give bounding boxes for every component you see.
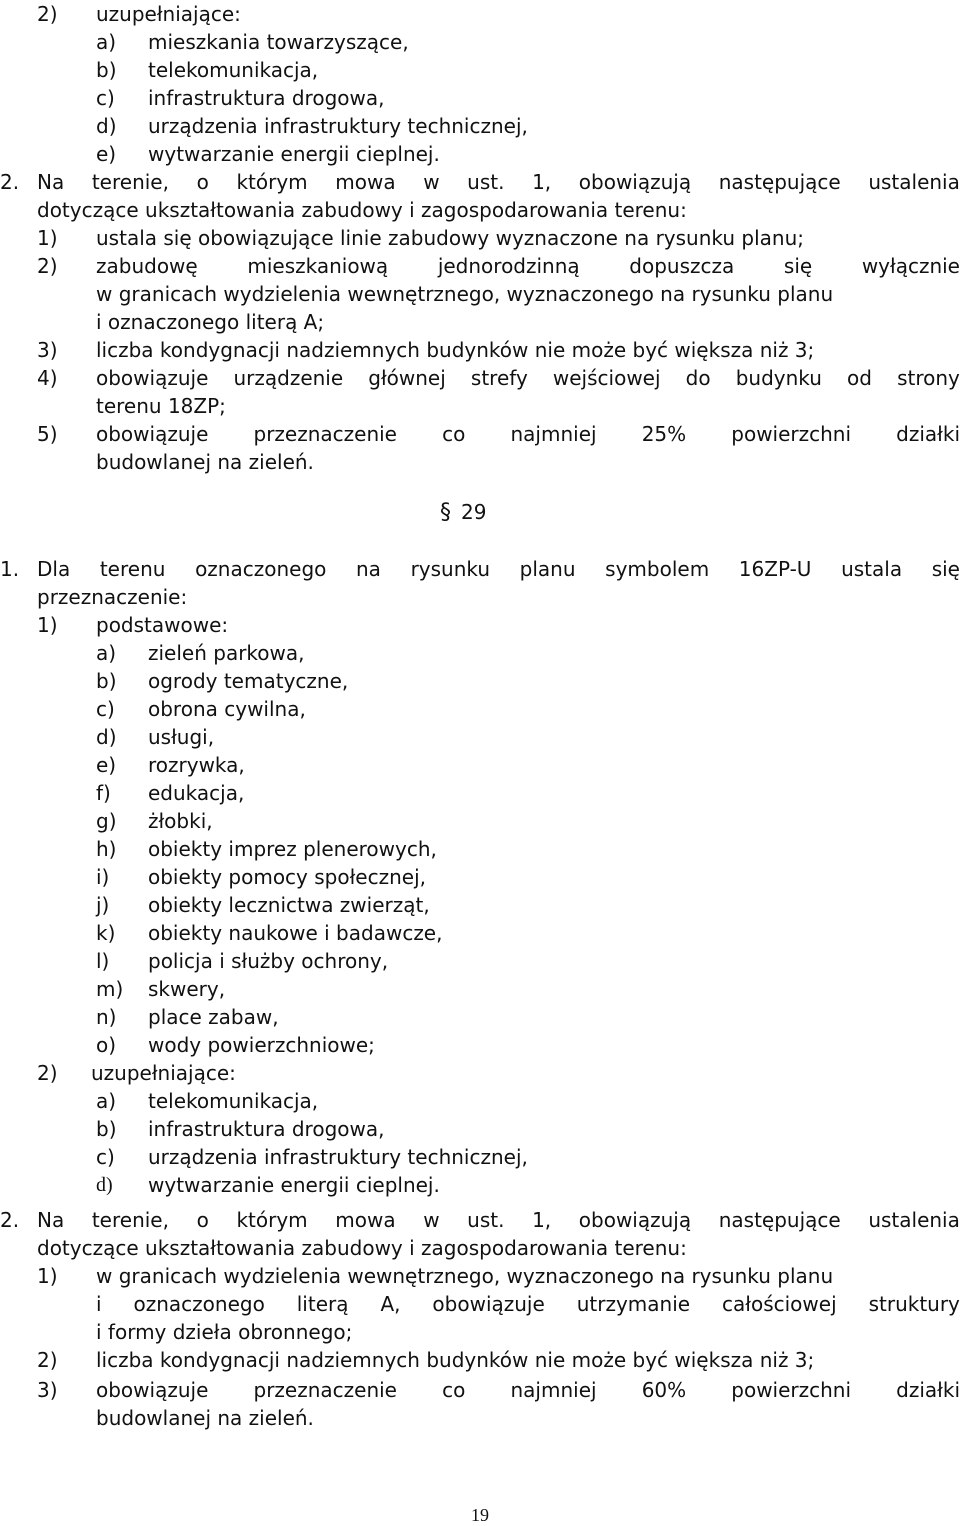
list-text: infrastruktura drogowa, [148,86,385,110]
rule-continuation [0,448,960,476]
list-item [0,112,960,140]
list-label: 3) [37,338,58,362]
list-label: m) [96,977,124,1001]
word: Na [37,170,65,194]
word: mieszkaniową [247,254,389,278]
list-label: 1) [37,613,58,637]
paragraph-heading [440,496,486,528]
word: ust. [467,1208,505,1232]
list-label: 2) [37,254,58,278]
paragraph-sign: § [440,500,451,525]
word: się [783,254,813,278]
list-item [0,84,960,112]
rule-item [0,1376,960,1404]
list-text: wytwarzanie energii cieplnej. [148,142,440,166]
list-text: policja i służby ochrony, [148,949,389,973]
list-text: liczba kondygnacji nadziemnych budynków nie może być większa niż 3; [96,338,815,362]
clause-2-line-1 [0,1206,960,1234]
word: budynku [735,366,822,390]
list-text: rozrywka, [148,753,245,777]
word: działki [896,422,960,446]
word: w [423,170,440,194]
word: struktury [868,1292,960,1316]
list-item [0,1115,960,1143]
list-item [0,639,960,667]
list-text: obiekty pomocy społecznej, [148,865,426,889]
list-label: b) [96,58,117,82]
clause-2-line-2 [0,1234,960,1262]
word: obowiązuje [432,1292,545,1316]
clause-text: dotyczące ukształtowania zabudowy i zagospodarowania terenu: [37,198,687,222]
word: strony [897,366,960,390]
list-label: h) [96,837,117,861]
word: symbolem [605,557,710,581]
word: do [685,366,711,390]
list-label: j) [96,893,110,917]
word: o [196,170,209,194]
rule-item [0,420,960,448]
list-label: f) [96,781,111,805]
list-label: o) [96,1033,117,1057]
list-item [0,891,960,919]
list-label: d) [96,114,117,138]
word: obowiązuje [96,1378,209,1402]
list-label: 1) [37,1264,58,1288]
list-item [0,779,960,807]
list-text: liczba kondygnacji nadziemnych budynków nie może być większa niż 3; [96,1348,815,1372]
list-label: 2) [37,2,58,26]
clause-text: przeznaczenie: [37,585,188,609]
justified-line [96,1290,960,1318]
clause-label: 2. [0,170,20,194]
word: przeznaczenie [253,422,397,446]
word: działki [896,1378,960,1402]
list-label: l) [96,949,110,973]
list-text: uzupełniające: [96,2,241,26]
rule-continuation [0,1290,960,1318]
list-text: zieleń parkowa, [148,641,305,665]
word: 1, [532,1208,552,1232]
list-label: b) [96,669,117,693]
rule-continuation [0,1404,960,1432]
word: obowiązuje [96,422,209,446]
justified-line [96,252,960,280]
list-item [0,140,960,168]
list-item [0,723,960,751]
clause-label: 1. [0,557,20,581]
rule-continuation [0,1318,960,1346]
word: powierzchni [731,422,852,446]
word: urządzenie [233,366,344,390]
word: 25% [641,422,687,446]
list-text: ustala się obowiązujące linie zabudowy wyznaczone na rysunku planu; [96,226,805,250]
list-item [0,28,960,56]
page-number: 19 [471,1505,489,1525]
list-text: w granicach wydzielenia wewnętrznego, wyznaczonego na rysunku planu [96,282,834,306]
clause-2-line-2 [0,196,960,224]
word: mowa [335,170,396,194]
list-text: terenu 18ZP; [96,394,226,418]
list-item [0,919,960,947]
clause-label: 2. [0,1208,20,1232]
word: powierzchni [731,1378,852,1402]
word: oznaczonego [133,1292,265,1316]
list-text: urządzenia infrastruktury technicznej, [148,114,528,138]
list-item [0,1171,960,1199]
list-text: ogrody tematyczne, [148,669,349,693]
list-text: obiekty lecznictwa zwierząt, [148,893,430,917]
list-label: a) [96,641,117,665]
paragraph-number: 29 [461,500,487,524]
rule-item [0,1346,960,1374]
word: planu [519,557,576,581]
list-text: obiekty naukowe i badawcze, [148,921,443,945]
word: całościowej [722,1292,837,1316]
word: oznaczonego [195,557,327,581]
list-item [0,751,960,779]
word: o [196,1208,209,1232]
list-text: budowlanej na zieleń. [96,450,314,474]
list-text: telekomunikacja, [148,58,319,82]
word: terenie, [91,170,169,194]
supplementary-heading [0,1059,960,1087]
word: co [442,422,466,446]
list-label: 4) [37,366,58,390]
list-text: edukacja, [148,781,245,805]
word: obowiązują [578,1208,692,1232]
word: w [423,1208,440,1232]
list-label: d) [96,1174,113,1196]
word: następujące [718,170,841,194]
justified-line [37,1206,960,1234]
list-text: i oznaczonego literą A; [96,310,325,334]
word: obowiązują [578,170,692,194]
list-text: urządzenia infrastruktury technicznej, [148,1145,528,1169]
list-label: e) [96,753,117,777]
rule-continuation [0,308,960,336]
list-text: infrastruktura drogowa, [148,1117,385,1141]
list-label: e) [96,142,117,166]
word: ustalenia [868,170,960,194]
word: i [96,1292,102,1316]
justified-line [96,1376,960,1404]
word: terenu [99,557,166,581]
list-label: 3) [37,1378,58,1402]
rule-item [0,1262,960,1290]
word: następujące [718,1208,841,1232]
list-text: usługi, [148,725,215,749]
list-text: w granicach wydzielenia wewnętrznego, wyznaczonego na rysunku planu [96,1264,834,1288]
list-item [0,56,960,84]
list-label: n) [96,1005,117,1029]
list-text: wody powierzchniowe; [148,1033,375,1057]
basic-heading [0,611,960,639]
list-item [0,667,960,695]
list-label: g) [96,809,117,833]
word: się [931,557,960,581]
clause-2-line-1 [0,168,960,196]
word: jednorodzinną [437,254,580,278]
word: najmniej [510,422,597,446]
list-text: skwery, [148,977,226,1001]
word: mowa [335,1208,396,1232]
clause-1-line-2 [0,583,960,611]
list-label: c) [96,1145,115,1169]
word: głównej [368,366,446,390]
list-label: b) [96,1117,117,1141]
word: ust. [467,170,505,194]
list-label: 2) [37,1061,58,1085]
list-label: a) [96,1089,117,1113]
word: literą [296,1292,349,1316]
list-text: żłobki, [148,809,213,833]
rule-continuation [0,280,960,308]
list-label: 1) [37,226,58,250]
word: ustalenia [868,1208,960,1232]
list-item [0,835,960,863]
justified-line [96,420,960,448]
list-label: 2) [37,1348,58,1372]
rule-item [0,336,960,364]
top-supplementary-heading [0,0,960,28]
list-item [0,1143,960,1171]
list-text: telekomunikacja, [148,1089,319,1113]
list-item [0,1003,960,1031]
justified-line [37,168,960,196]
list-item [0,1087,960,1115]
word: którym [236,1208,308,1232]
list-label: k) [96,921,116,945]
clause-1-line-1 [0,555,960,583]
list-text: uzupełniające: [91,1061,236,1085]
list-item [0,807,960,835]
word: przeznaczenie [253,1378,397,1402]
word: Na [37,1208,65,1232]
list-text: obrona cywilna, [148,697,306,721]
list-text: wytwarzanie energii cieplnej. [148,1173,440,1197]
list-text: budowlanej na zieleń. [96,1406,314,1430]
list-item [0,947,960,975]
list-text: mieszkania towarzyszące, [148,30,409,54]
list-item [0,863,960,891]
list-text: obiekty imprez plenerowych, [148,837,437,861]
list-label: c) [96,86,115,110]
list-label: a) [96,30,117,54]
word: A, [380,1292,401,1316]
word: co [442,1378,466,1402]
word: rysunku [410,557,491,581]
list-item [0,975,960,1003]
justified-line [37,555,960,583]
word: wejściowej [552,366,661,390]
rule-item [0,252,960,280]
word: 16ZP-U [738,557,812,581]
rule-item [0,224,960,252]
list-item [0,695,960,723]
list-label: d) [96,725,117,749]
word: dopuszcza [629,254,735,278]
list-text: place zabaw, [148,1005,279,1029]
word: zabudowę [96,254,198,278]
list-label: i) [96,865,110,889]
word: 1, [532,170,552,194]
word: na [356,557,381,581]
word: obowiązuje [96,366,209,390]
list-label: 5) [37,422,58,446]
justified-line [96,364,960,392]
list-text: i formy dzieła obronnego; [96,1320,353,1344]
word: 60% [641,1378,687,1402]
list-label: c) [96,697,115,721]
rule-continuation [0,392,960,420]
word: którym [236,170,308,194]
word: najmniej [510,1378,597,1402]
clause-text: dotyczące ukształtowania zabudowy i zagospodarowania terenu: [37,1236,687,1260]
list-text: podstawowe: [96,613,229,637]
word: utrzymanie [576,1292,691,1316]
word: od [847,366,872,390]
word: ustala [841,557,903,581]
word: wyłącznie [861,254,960,278]
list-item [0,1031,960,1059]
word: terenie, [91,1208,169,1232]
word: strefy [470,366,528,390]
word: Dla [37,557,71,581]
rule-item [0,364,960,392]
